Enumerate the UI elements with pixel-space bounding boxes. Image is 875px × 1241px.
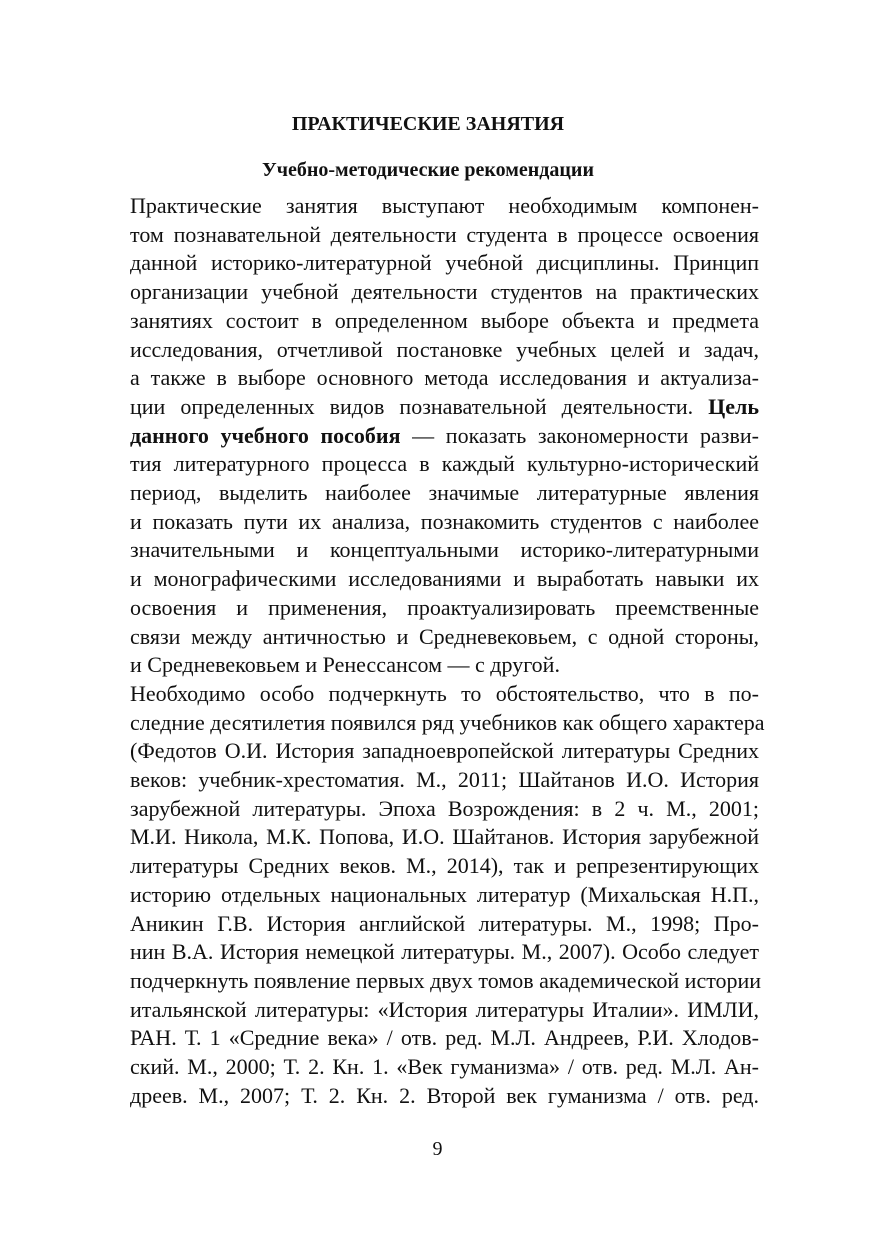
text-line: тия литературного процесса в каждый культурно-исторический bbox=[130, 451, 759, 477]
section-subtitle: Учебно-методические рекомендации bbox=[262, 159, 594, 181]
text-line: ский. М., 2000; Т. 2. Кн. 1. «Век гуманизма» / отв. ред. М.Л. Ан- bbox=[130, 1054, 759, 1080]
bold-term-goal: Цель bbox=[708, 393, 760, 419]
bold-term-manual: данного учебного пособия bbox=[130, 422, 401, 448]
text-line: том познавательной деятельности студента в процессе освоения bbox=[130, 221, 759, 247]
text-segment: ции определенных видов познавательной деятельности. bbox=[130, 393, 694, 419]
text-line: следние десятилетия появился ряд учебников как общего характера bbox=[130, 709, 765, 735]
text-line: историю отдельных национальных литератур (Михальская Н.П., bbox=[130, 881, 759, 907]
text-line: литературы Средних веков. М., 2014), так и репрезентирующих bbox=[130, 853, 759, 879]
text-line: нин В.А. История немецкой литературы. М., 2007). Особо следует bbox=[130, 939, 759, 965]
text-line: данной историко-литературной учебной дисциплины. Принцип bbox=[130, 250, 759, 276]
text-line: организации учебной деятельности студентов на практических bbox=[130, 279, 759, 305]
text-line: М.И. Никола, М.К. Попова, И.О. Шайтанов. История зарубежной bbox=[130, 824, 759, 850]
text-line: и монографическими исследованиями и выработать навыки их bbox=[130, 566, 759, 592]
body-text bbox=[97, 192, 765, 1111]
text-line: и показать пути их анализа, познакомить студентов с наиболее bbox=[130, 508, 759, 534]
text-line-with-bold bbox=[97, 422, 759, 451]
paragraph-2 bbox=[97, 680, 765, 1111]
text-line: связи между античностью и Средневековьем, с одной стороны, bbox=[130, 623, 759, 649]
page-number: 9 bbox=[432, 1138, 443, 1160]
text-line: дреев. М., 2007; Т. 2. Кн. 2. Второй век гуманизма / отв. ред. bbox=[130, 1082, 759, 1108]
paragraph-1 bbox=[97, 192, 759, 680]
text-line: и Средневековьем и Ренессансом — с другой. bbox=[130, 652, 560, 678]
text-line: РАН. Т. 1 «Средние века» / отв. ред. М.Л. Андреев, Р.И. Хлодов- bbox=[130, 1025, 759, 1051]
text-line: исследования, отчетливой постановке учебных целей и задач, bbox=[130, 336, 759, 362]
text-line: значительными и концептуальными историко-литературными bbox=[130, 537, 759, 563]
text-line: Практические занятия выступают необходимым компонен- bbox=[130, 193, 759, 218]
text-segment: — показать закономерности разви- bbox=[412, 422, 759, 448]
text-line: подчеркнуть появление первых двух томов академической истории bbox=[130, 967, 762, 993]
text-line-with-bold bbox=[97, 393, 759, 422]
text-line: Аникин Г.В. История английской литературы. М., 1998; Про- bbox=[130, 910, 759, 936]
text-line: занятиях состоит в определенном выборе объекта и предмета bbox=[130, 307, 759, 333]
text-line: а также в выборе основного метода исследования и актуализа- bbox=[130, 365, 759, 391]
page-title: ПРАКТИЧЕСКИЕ ЗАНЯТИЯ bbox=[291, 113, 565, 135]
text-line: Необходимо особо подчеркнуть то обстоятельство, что в по- bbox=[130, 680, 759, 706]
text-line: период, выделить наиболее значимые литературные явления bbox=[130, 480, 759, 506]
text-line: итальянской литературы: «История литературы Италии». ИМЛИ, bbox=[130, 996, 759, 1022]
text-line: зарубежной литературы. Эпоха Возрождения: в 2 ч. М., 2001; bbox=[130, 795, 759, 821]
text-line: веков: учебник-хрестоматия. М., 2011; Шайтанов И.О. История bbox=[130, 767, 759, 793]
text-line: (Федотов О.И. История западноевропейской литературы Средних bbox=[130, 738, 759, 764]
text-line: освоения и применения, проактуализировать преемственные bbox=[130, 594, 759, 620]
